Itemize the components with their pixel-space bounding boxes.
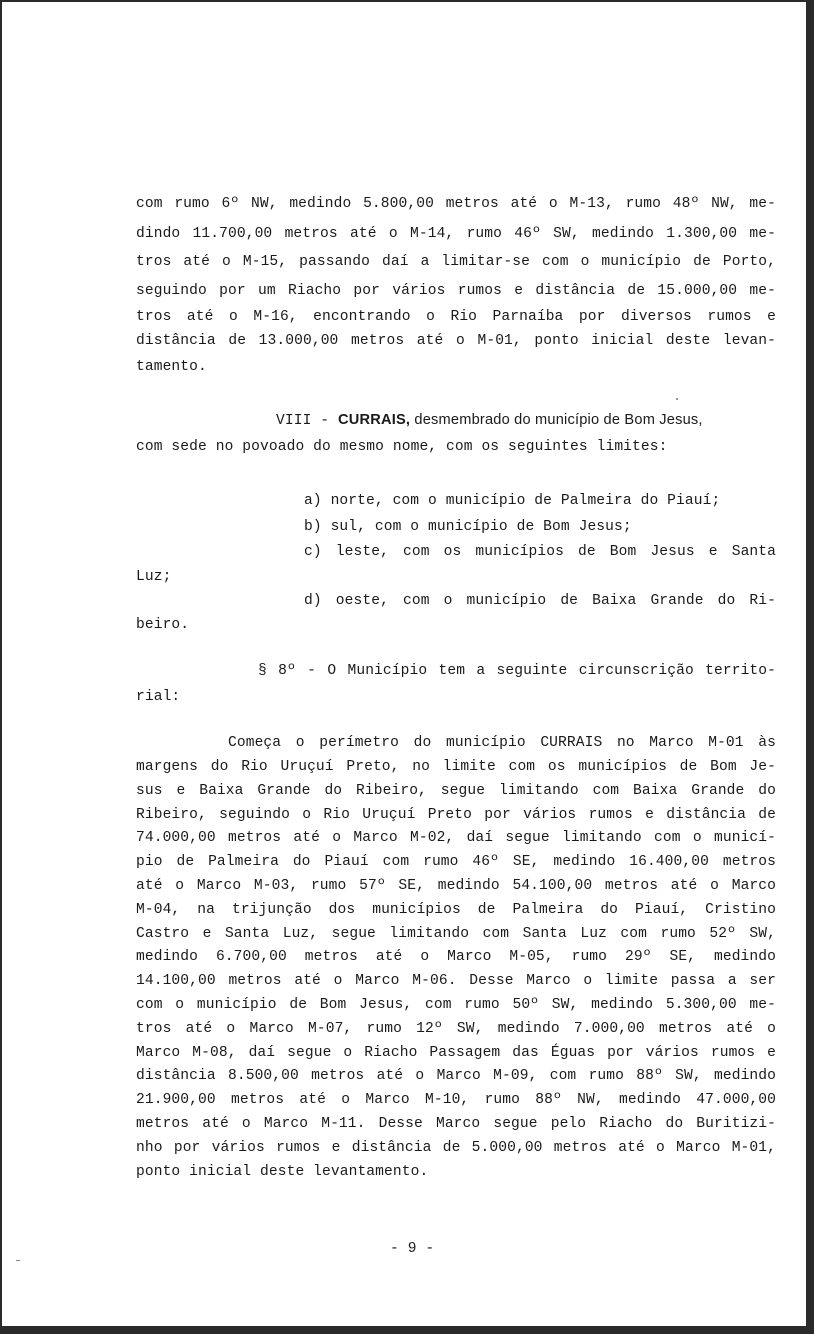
text-line: sus e Baixa Grande do Ribeiro, segue limitando com Baixa Grande do	[136, 783, 776, 799]
section-numeral: VIII -	[276, 413, 339, 429]
list-item: a) norte, com o município de Palmeira do Piauí;	[304, 493, 721, 509]
text-line: com sede no povoado do mesmo nome, com os seguintes limites:	[136, 439, 668, 455]
section-desc: desmembrado do município de Bom Jesus,	[410, 412, 703, 428]
text-line: M-04, na trijunção dos municípios de Palmeira do Piauí, Cristino	[136, 902, 776, 918]
text-line: metros até o Marco M-11. Desse Marco segue pelo Riacho do Buritizi-	[136, 1116, 776, 1132]
text-line: Marco M-08, daí segue o Riacho Passagem das Éguas por vários rumos e	[136, 1045, 776, 1061]
text-line: § 8º - O Município tem a seguinte circunscrição territo-	[258, 663, 776, 679]
text-line: tros até o M-16, encontrando o Rio Parnaíba por diversos rumos e	[136, 309, 776, 325]
section-title: CURRAIS,	[338, 412, 411, 428]
list-item-continuation: Luz;	[136, 569, 172, 585]
text-line: margens do Rio Uruçuí Preto, no limite com os municípios de Bom Je-	[136, 759, 776, 775]
page-number: - 9 -	[390, 1241, 435, 1257]
text-line: dindo 11.700,00 metros até o M-14, rumo 46º SW, medindo 1.300,00 me-	[136, 226, 776, 242]
scan-speck	[676, 398, 678, 400]
text-line: tamento.	[136, 359, 207, 375]
text-line: até o Marco M-03, rumo 57º SE, medindo 54.100,00 metros até o Marco	[136, 878, 776, 894]
text-line: seguindo por um Riacho por vários rumos e distância de 15.000,00 me-	[136, 283, 776, 299]
text-line: tros até o M-15, passando daí a limitar-se com o município de Porto,	[136, 254, 776, 270]
section-heading-line	[276, 411, 776, 430]
text-line: Ribeiro, seguindo o Rio Uruçuí Preto por vários rumos e distância de	[136, 807, 776, 823]
text-line: rial:	[136, 689, 181, 705]
text-line: Começa o perímetro do município CURRAIS no Marco M-01 às	[228, 735, 776, 751]
list-item: d) oeste, com o município de Baixa Grande do Ri-	[304, 593, 776, 609]
text-line: com rumo 6º NW, medindo 5.800,00 metros até o M-13, rumo 48º NW, me-	[136, 196, 776, 212]
scan-speck	[16, 1260, 20, 1261]
text-line: distância 8.500,00 metros até o Marco M-09, com rumo 88º SW, medindo	[136, 1068, 776, 1084]
text-line: ponto inicial deste levantamento.	[136, 1164, 429, 1180]
text-line: Castro e Santa Luz, segue limitando com Santa Luz com rumo 52º SW,	[136, 926, 776, 942]
text-line: 14.100,00 metros até o Marco M-06. Desse Marco o limite passa a ser	[136, 973, 776, 989]
text-line: 21.900,00 metros até o Marco M-10, rumo 88º NW, medindo 47.000,00	[136, 1092, 776, 1108]
text-line: pio de Palmeira do Piauí com rumo 46º SE, medindo 16.400,00 metros	[136, 854, 776, 870]
list-item-continuation: beiro.	[136, 617, 190, 633]
text-line: medindo 6.700,00 metros até o Marco M-05, rumo 29º SE, medindo	[136, 949, 776, 965]
text-line: distância de 13.000,00 metros até o M-01, ponto inicial deste levan-	[136, 333, 776, 349]
text-line: 74.000,00 metros até o Marco M-02, daí segue limitando com o municí-	[136, 830, 776, 846]
list-item: b) sul, com o município de Bom Jesus;	[304, 519, 632, 535]
text-line: tros até o Marco M-07, rumo 12º SW, medindo 7.000,00 metros até o	[136, 1021, 776, 1037]
text-line: nho por vários rumos e distância de 5.000,00 metros até o Marco M-01,	[136, 1140, 776, 1156]
list-item: c) leste, com os municípios de Bom Jesus e Santa	[304, 544, 776, 560]
text-line: com o município de Bom Jesus, com rumo 50º SW, medindo 5.300,00 me-	[136, 997, 776, 1013]
